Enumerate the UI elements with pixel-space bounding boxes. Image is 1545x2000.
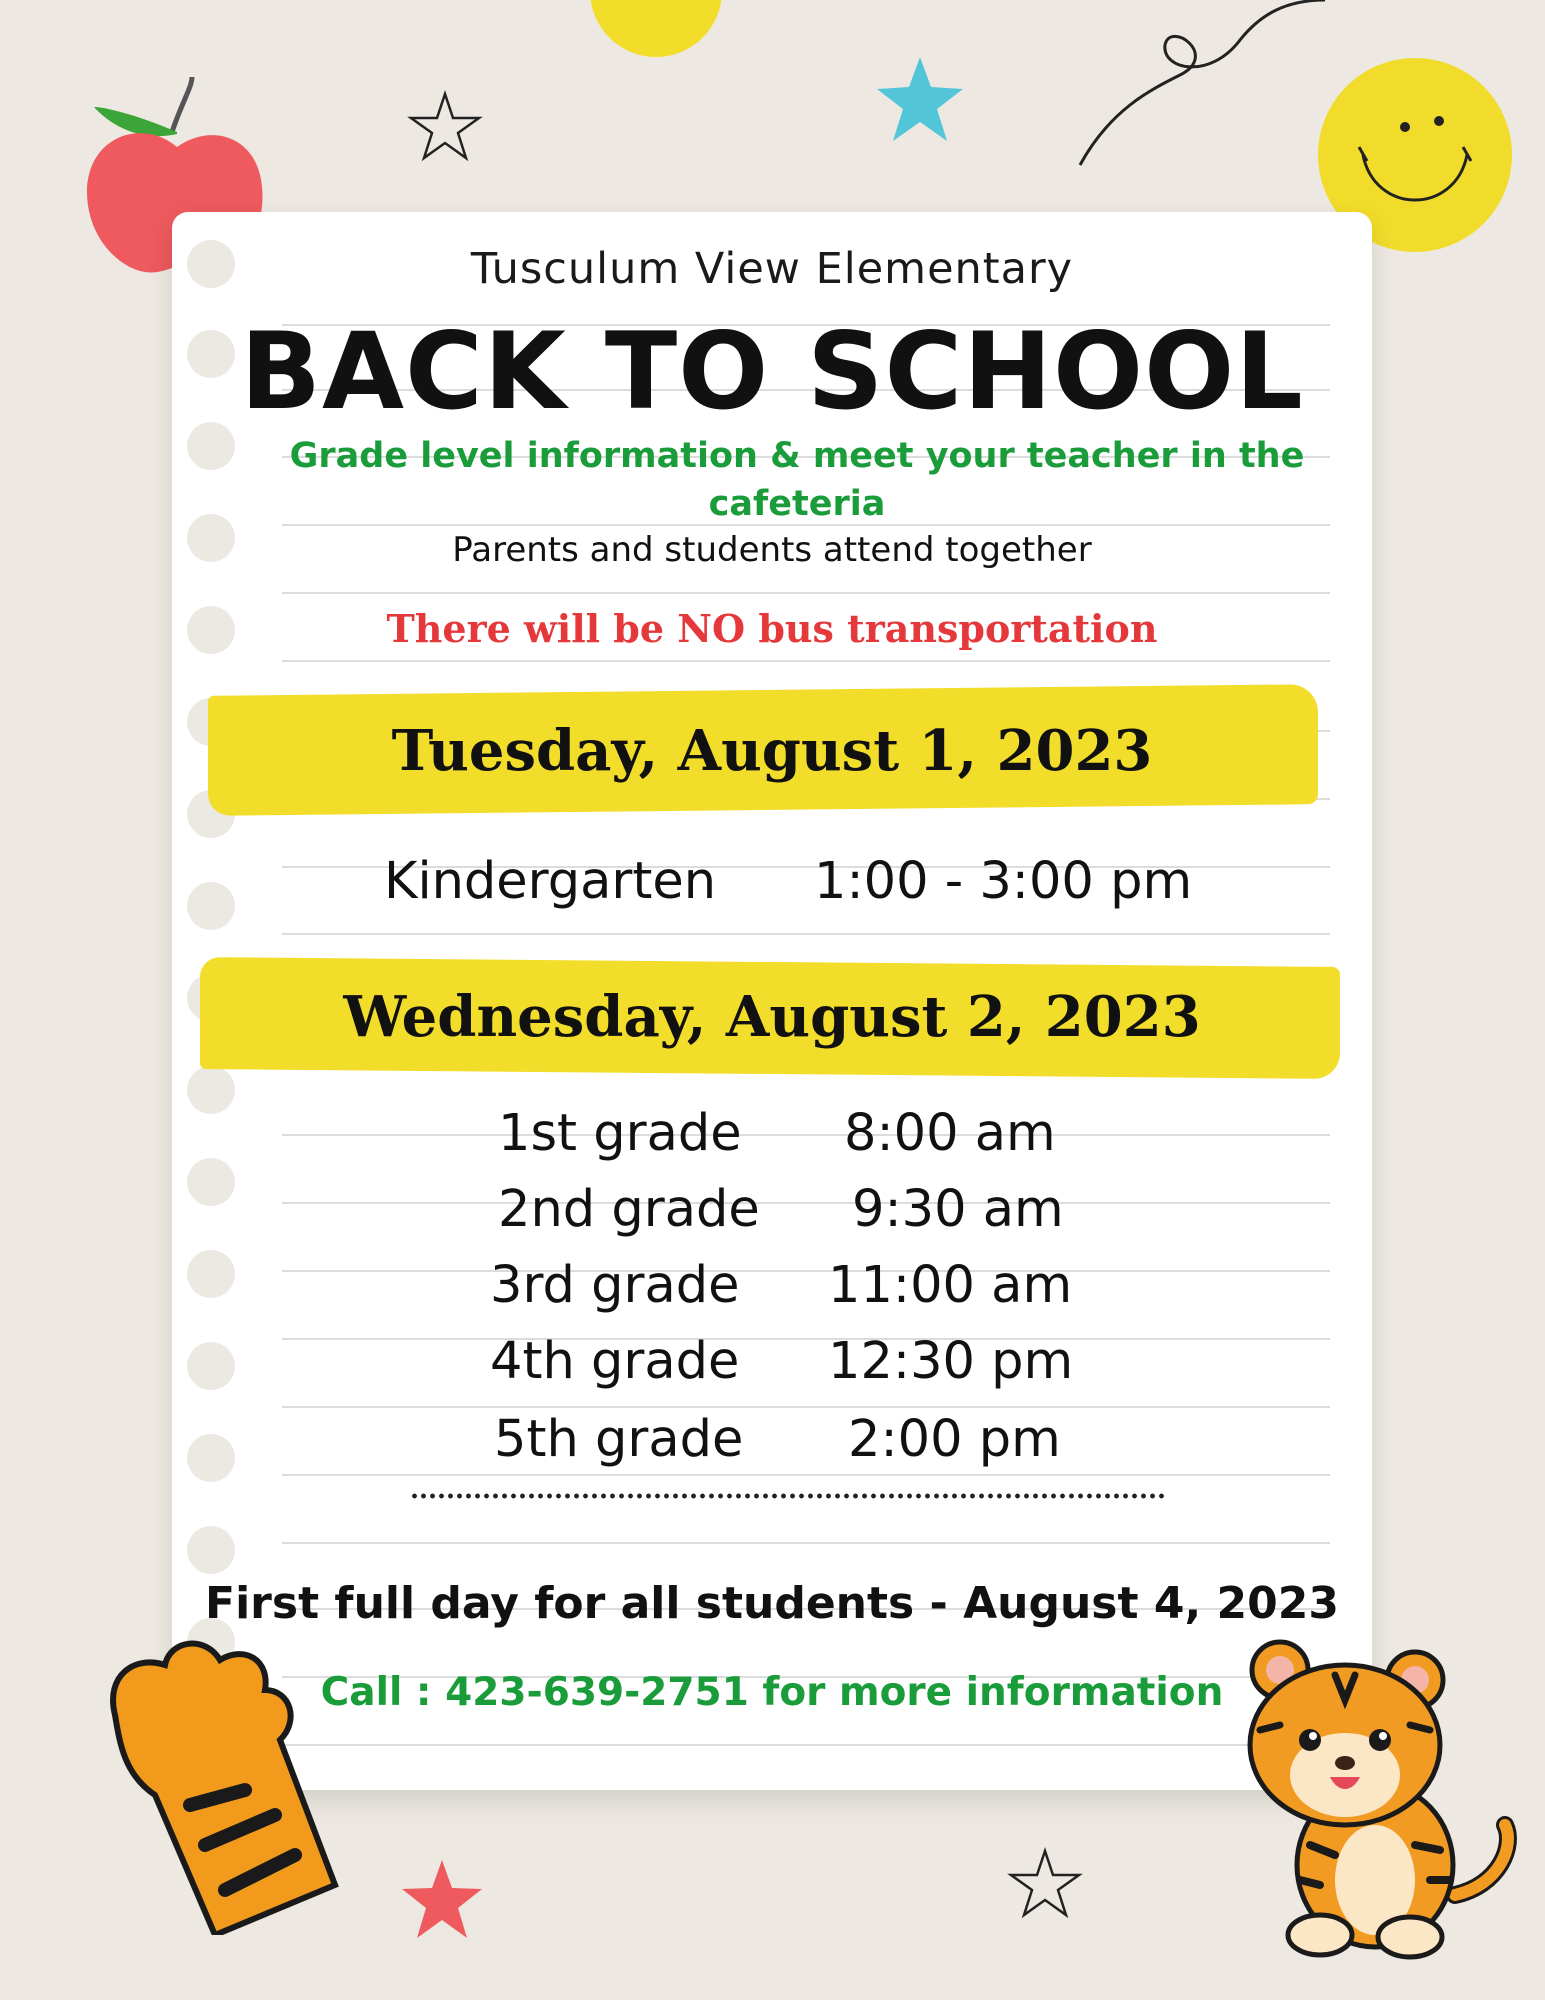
ruled-line — [282, 1338, 1330, 1340]
ruled-line — [282, 1474, 1330, 1476]
ruled-line — [282, 1744, 1330, 1746]
first-full-day-note: First full day for all students - August 4, 2023 — [205, 1578, 1339, 1629]
tiger-cub-icon — [1240, 1635, 1530, 1965]
ruled-line — [282, 1134, 1330, 1136]
ruled-line — [282, 1406, 1330, 1408]
punch-hole — [187, 1434, 235, 1482]
ruled-line — [282, 1270, 1330, 1272]
ruled-line — [282, 1202, 1330, 1204]
grade-label: 1st grade — [498, 1104, 742, 1163]
grade-label: 2nd grade — [498, 1180, 760, 1239]
star-icon — [400, 1858, 484, 1942]
grade-label: 5th grade — [494, 1410, 744, 1469]
star-icon — [875, 55, 965, 145]
time-label: 2:00 pm — [848, 1410, 1061, 1469]
time-label: 12:30 pm — [828, 1332, 1074, 1391]
punch-hole — [187, 1250, 235, 1298]
tiger-paw-icon — [95, 1635, 355, 1935]
ruled-line — [282, 1542, 1330, 1544]
session-date: Wednesday, August 2, 2023 — [343, 984, 1201, 1050]
ruled-line — [282, 660, 1330, 662]
grade-label: 4th grade — [490, 1332, 740, 1391]
time-label: 11:00 am — [828, 1256, 1073, 1315]
time-label: 9:30 am — [852, 1180, 1064, 1239]
punch-hole — [187, 1158, 235, 1206]
subtitle: Grade level information & meet your teacher in the cafeteria — [289, 436, 1305, 524]
punch-hole — [187, 1342, 235, 1390]
call-info: Call : 423-639-2751 for more information — [320, 1670, 1224, 1715]
time-label: 1:00 - 3:00 pm — [814, 852, 1193, 911]
yellow-circle-decoration — [590, 0, 722, 57]
page-title: BACK TO SCHOOL — [240, 310, 1304, 433]
ruled-line — [282, 933, 1330, 935]
attend-note: Parents and students attend together — [452, 530, 1092, 570]
grade-label: Kindergarten — [384, 852, 717, 911]
punch-hole — [187, 1526, 235, 1574]
punch-hole — [187, 882, 235, 930]
dotted-divider — [410, 1488, 1166, 1504]
bus-note: There will be NO bus transportation — [386, 606, 1158, 651]
punch-hole — [187, 1066, 235, 1114]
outline-star-icon — [1005, 1845, 1085, 1925]
session-date: Tuesday, August 1, 2023 — [391, 718, 1153, 784]
ruled-line — [282, 592, 1330, 594]
outline-star-icon — [405, 88, 485, 168]
school-name: Tusculum View Elementary — [470, 244, 1074, 294]
grade-label: 3rd grade — [490, 1256, 740, 1315]
time-label: 8:00 am — [844, 1104, 1056, 1163]
